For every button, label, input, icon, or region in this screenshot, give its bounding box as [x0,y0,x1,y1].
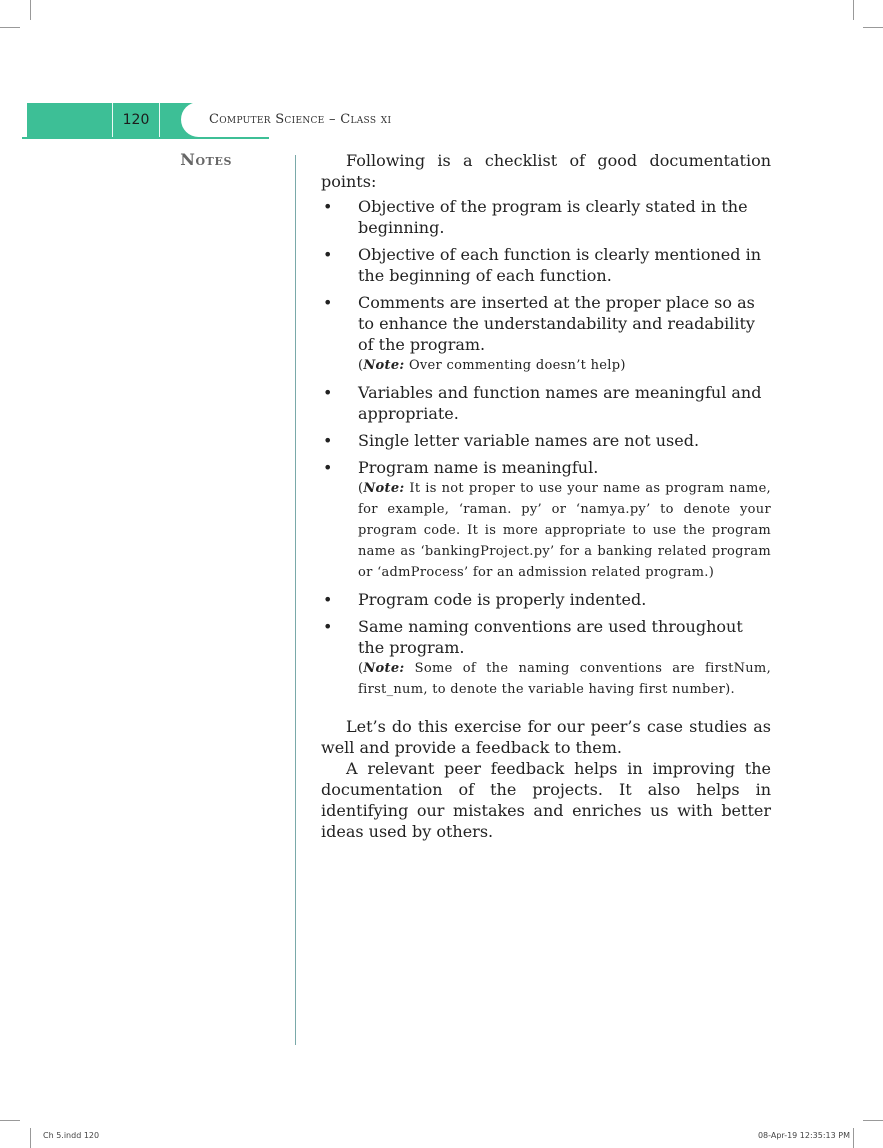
checklist [321,196,771,700]
bullet-icon: • [323,245,333,264]
list-item [321,382,771,424]
crop-mark [0,1120,20,1121]
note-text: Over commenting doesn’t help) [404,358,626,373]
list-item [321,430,771,451]
note-label: Note: [363,358,405,373]
list-item-text: Objective of each function is clearly mentioned in the beginning of each function. [358,245,761,285]
list-item-text: Objective of the program is clearly stated in the beginning. [358,197,748,237]
footer-file-label: Ch 5.indd 120 [43,1131,100,1140]
paragraph: A relevant peer feedback helps in improving the documentation of the projects. It also helps in identifying our mistakes and enriches us with better ideas used by others. [321,759,771,841]
bullet-icon: • [323,293,333,312]
list-item-text: Comments are inserted at the proper place so as to enhance the understandability and readability of the program. [358,293,755,354]
crop-mark [863,27,883,28]
list-item [321,616,771,700]
crop-mark [863,1120,883,1121]
note: (Note: It is not proper to use your name as program name, for example, ‘raman. py’ or ‘namya.py’ to denote your program code. It is more appropriate to use the program name as ‘bankingProject.py’ for a banking related program or ‘admProcess’ for an admission related program.) [358,481,771,580]
list-item-text: Same naming conventions are used throughout the program. [358,617,743,657]
header-rule [22,137,269,139]
note: (Note: Some of the naming conventions are firstNum, first_num, to denote the variable having first number). [358,661,771,697]
bullet-icon: • [323,458,333,477]
crop-mark [0,27,20,28]
crop-mark [30,0,31,20]
margin-rule [295,155,296,1045]
note-text: It is not proper to use your name as program name, for example, ‘raman. py’ or ‘namya.py’ to denote your program code. It is more appropriate to use the program name as ‘bankingProject.py’ for a banking related program or ‘admProcess’ for an admission related program.) [358,481,771,580]
list-item-text: Variables and function names are meaningful and appropriate. [358,383,762,423]
crop-mark [30,1128,31,1148]
intro-paragraph: Following is a checklist of good documentation points: [321,151,771,191]
note-text: Some of the naming conventions are firstNum, first_num, to denote the variable having first number). [358,661,771,697]
main-content [321,150,771,842]
list-item-text: Program code is properly indented. [358,590,647,609]
list-item [321,196,771,238]
bullet-icon: • [323,383,333,402]
footer-timestamp: 08-Apr-19 12:35:13 PM [757,1131,850,1140]
header-divider [159,103,160,137]
list-item-text: Program name is meaningful. [358,458,599,477]
page-number: 120 [122,112,150,128]
list-item [321,589,771,610]
crop-mark [853,0,854,20]
bullet-icon: • [323,617,333,636]
list-item [321,244,771,286]
bullet-icon: • [323,197,333,216]
crop-mark [853,1128,854,1148]
paragraph: Let’s do this exercise for our peer’s case studies as well and provide a feedback to them. [321,717,771,757]
note-label: Note: [363,661,405,676]
bullet-icon: • [323,431,333,450]
notes-label: Notes [180,150,232,169]
running-title: Computer Science – Class xi [209,112,392,127]
list-item [321,292,771,376]
note: (Note: Over commenting doesn’t help) [358,358,626,373]
note-label: Note: [363,481,405,496]
list-item [321,457,771,583]
bullet-icon: • [323,590,333,609]
list-item-text: Single letter variable names are not used. [358,431,700,450]
